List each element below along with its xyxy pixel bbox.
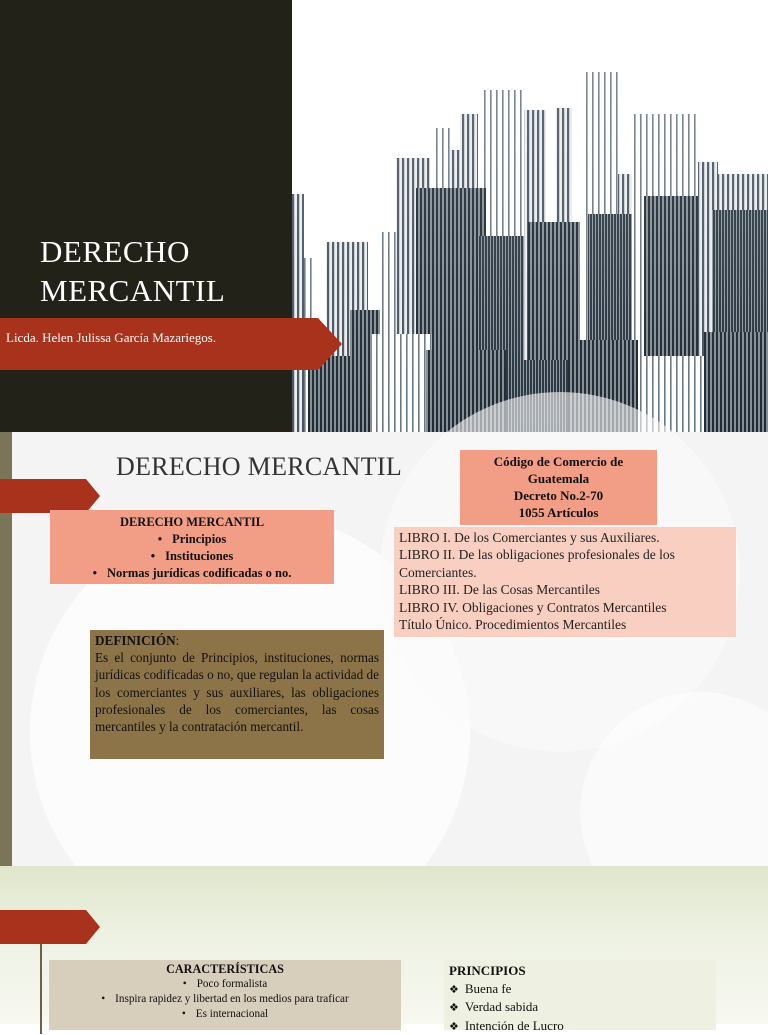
- codigo-line: Guatemala: [460, 470, 657, 487]
- libro-line: LIBRO II. De las obligaciones profesionales de los: [399, 546, 731, 563]
- author-name: Licda. Helen Julissa García Mazariegos.: [6, 330, 216, 346]
- title-line-1: DERECHO: [40, 232, 225, 271]
- principios-heading: PRINCIPIOS: [449, 962, 711, 980]
- title-slide: [0, 0, 768, 432]
- principios-box: [444, 960, 716, 1030]
- caracteristica-item: • Es internacional: [49, 1007, 401, 1022]
- caracteristicas-heading: CARACTERÍSTICAS: [49, 962, 401, 977]
- title-arrow: [0, 479, 100, 513]
- libros-box: [394, 527, 736, 637]
- principio-item: ❖ Verdad sabida: [449, 998, 711, 1017]
- characteristics-slide: [0, 866, 768, 1024]
- libro-line: LIBRO IV. Obligaciones y Contratos Mercantiles: [399, 599, 731, 616]
- title-line-2: MERCANTIL: [40, 271, 225, 310]
- summary-item: • Instituciones: [50, 548, 334, 565]
- summary-item: • Principios: [50, 531, 334, 548]
- libro-line: Título Único. Procedimientos Mercantiles: [399, 616, 731, 633]
- vertical-accent-line: [40, 944, 42, 1034]
- libro-line: Comerciantes.: [399, 564, 731, 581]
- slide-title: DERECHO MERCANTIL: [116, 452, 402, 482]
- definition-box: DEFINICIÓN: Es el conjunto de Principios, instituciones, normas jurídicas codificadas o no, que regulan la actividad de los comerciantes y sus auxiliares, las obligaciones profesionales de los comerciantes, las cosas mercantiles y la contratación mercantil.: [90, 630, 384, 759]
- codigo-line: Decreto No.2-70: [460, 487, 657, 504]
- principio-item: ❖ Buena fe: [449, 980, 711, 999]
- libro-line: LIBRO III. De las Cosas Mercantiles: [399, 581, 731, 598]
- summary-item: • Normas jurídicas codificadas o no.: [50, 565, 334, 582]
- city-skyline-image: [292, 0, 768, 432]
- codigo-line: Código de Comercio de: [460, 453, 657, 470]
- principio-item: ❖ Intención de Lucro: [449, 1017, 711, 1035]
- caracteristica-item: • Inspira rapidez y libertad en los medios para traficar: [49, 992, 401, 1007]
- summary-box: [50, 510, 334, 584]
- definition-slide: [0, 432, 768, 866]
- codigo-line: 1055 Artículos: [460, 504, 657, 521]
- caracteristica-item: • Poco formalista: [49, 977, 401, 992]
- caracteristicas-box: [49, 960, 401, 1030]
- title-arrow: [0, 910, 100, 944]
- definition-text: Es el conjunto de Principios, instituciones, normas jurídicas codificadas o no, que regulan la actividad de los comerciantes y sus auxiliares, las obligaciones profesionales de los comerciantes, las cosas mercantiles y la contratación mercantil.: [95, 650, 379, 734]
- definition-heading: DEFINICIÓN: [95, 633, 176, 648]
- presentation-title: [40, 232, 225, 310]
- libro-line: LIBRO I. De los Comerciantes y sus Auxiliares.: [399, 529, 731, 546]
- codigo-comercio-box: [460, 450, 657, 525]
- summary-heading: DERECHO MERCANTIL: [50, 514, 334, 531]
